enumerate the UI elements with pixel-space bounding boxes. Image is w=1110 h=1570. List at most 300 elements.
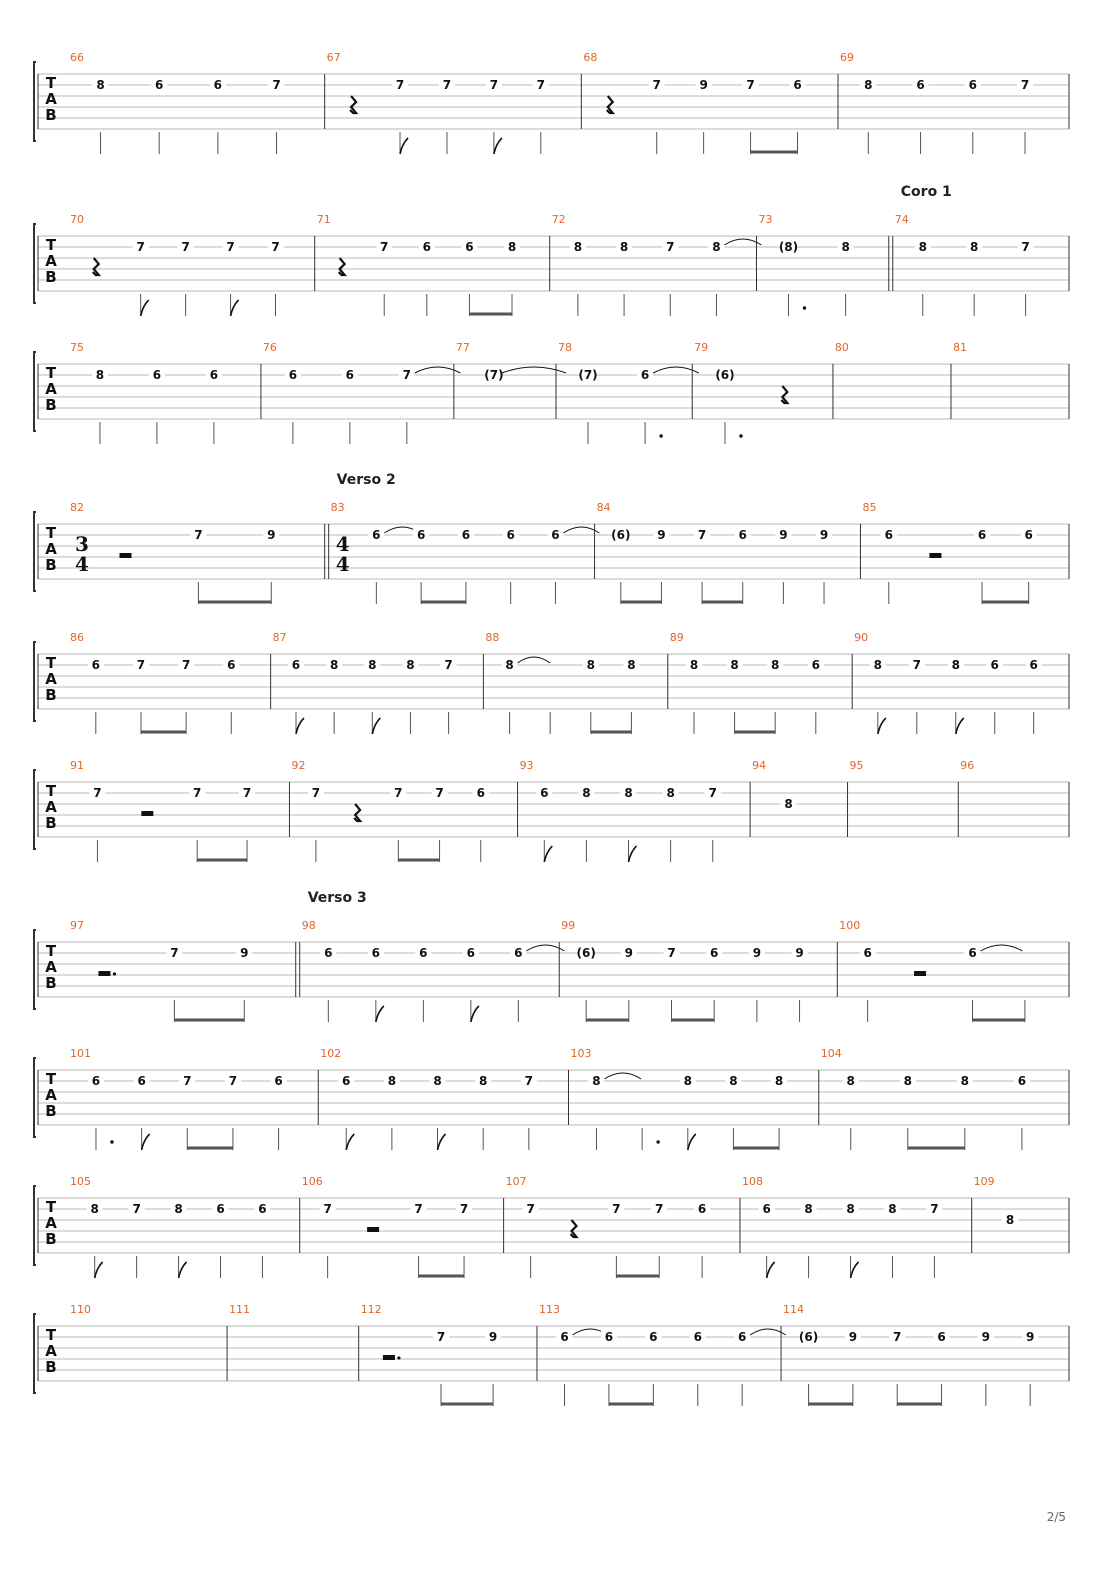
fret-number: 7 [442,78,452,92]
measure [485,631,667,734]
half-rest [383,1355,395,1360]
fret-number: 6 [884,528,893,542]
fret-number: 6 [91,658,100,672]
section-label: Verso 2 [336,472,396,488]
fret-number: 9 [848,1330,858,1344]
measure-number: 87 [272,631,287,644]
measure [70,1047,318,1150]
eighth-flag [851,1262,859,1278]
fret-number: (6) [576,946,596,960]
tab-clef-letter: T [45,782,57,800]
measure-number: 73 [758,213,773,226]
measure-number: 105 [70,1175,91,1188]
eighth-flag [878,718,886,734]
fret-number: 7 [380,240,389,254]
fret-number: 6 [227,658,236,672]
fret-number: 8 [918,240,927,254]
eighth-flag [95,1262,103,1278]
fret-number: 9 [624,946,634,960]
fret-number: 7 [746,78,755,92]
fret-number: 6 [419,946,428,960]
system-bracket [34,642,36,721]
fret-number: 8 [505,658,514,672]
measure [694,341,833,444]
fret-number: 7 [444,658,453,672]
quarter-rest [570,1220,576,1237]
measure [320,1047,568,1150]
fret-number: 8 [90,1202,99,1216]
fret-number: 7 [181,658,191,672]
fret-number: 7 [1020,78,1030,92]
fret-number: (6) [611,528,631,542]
fret-number: 6 [209,368,219,382]
fret-number: 7 [194,528,203,542]
fret-number: 6 [155,78,164,92]
measure-number: 93 [519,759,534,772]
fret-number: 6 [793,78,802,92]
fret-number: 6 [465,240,474,254]
fret-number: (8) [778,240,799,254]
measure [758,213,892,316]
half-rest [367,1227,379,1232]
measure-number: 97 [70,919,84,932]
fret-number: 6 [213,78,223,92]
tab-clef-letter: T [45,524,57,542]
measure-number: 104 [820,1047,842,1060]
fret-number: 6 [811,658,820,672]
fret-number: 7 [667,946,676,960]
tab-clef-letter: A [45,380,57,398]
measure [70,501,329,604]
fret-number: 6 [461,528,471,542]
measure [552,213,762,316]
fret-number: 8 [864,78,873,92]
rest-dot [397,1356,400,1359]
half-rest [98,971,110,976]
measure [70,1303,227,1381]
fret-number: 8 [960,1074,970,1088]
fret-number: (7) [578,368,598,382]
eighth-flag [471,1006,479,1022]
measure [317,213,550,316]
measure [273,631,484,734]
fret-number: 8 [1005,1213,1015,1227]
fret-number: 6 [274,1074,283,1088]
fret-number: 6 [916,78,925,92]
fret-number: 8 [592,1074,601,1088]
fret-number: 7 [655,1202,664,1216]
measure [70,919,300,1022]
duration-dot [656,1140,659,1143]
fret-number: 8 [406,658,415,672]
fret-number: 7 [930,1202,939,1216]
fret-number: 7 [612,1202,621,1216]
eighth-flag [296,718,304,734]
time-signature-bottom: 4 [75,552,89,576]
tie-arc [724,239,761,245]
fret-number: 6 [137,1074,146,1088]
fret-number: 8 [873,658,883,672]
fret-number: 8 [582,786,591,800]
system-bracket [34,512,36,591]
measure-number: 70 [70,213,84,226]
eighth-flag [346,1134,354,1150]
measure-number: 83 [330,501,345,514]
measure-number: 80 [834,341,849,354]
fret-number: 7 [228,1074,238,1088]
fret-number: 8 [846,1202,855,1216]
tab-system [34,184,1069,316]
tab-clef-letter: B [45,1358,57,1376]
fret-number: 9 [488,1330,498,1344]
measure [229,1303,359,1381]
measure-number: 82 [70,501,84,514]
measure [839,919,1069,1022]
half-rest [120,553,132,558]
fret-number: 6 [514,946,523,960]
tab-clef-letter: A [45,90,57,108]
half-rest [141,811,153,816]
measure [953,341,1069,419]
tab-system [34,1047,1069,1150]
fret-number: 6 [710,946,719,960]
fret-number: 9 [795,946,804,960]
fret-number: 6 [937,1330,946,1344]
measure [302,890,565,1022]
fret-number: 6 [1029,658,1038,672]
quarter-rest [339,258,345,275]
measure [670,631,852,734]
fret-number: 6 [91,1074,101,1088]
tab-system [34,341,1069,444]
duration-dot [739,434,742,437]
system-bracket [34,1314,36,1393]
tab-clef-letter: B [45,396,57,414]
measure [558,341,699,444]
fret-number: 7 [395,78,405,92]
fret-number: 8 [712,240,721,254]
fret-number: 8 [683,1074,692,1088]
measure-number: 109 [973,1175,995,1188]
measure-number: 69 [840,51,854,64]
fret-number: 8 [433,1074,442,1088]
fret-number: 7 [226,240,235,254]
measure-number: 76 [262,341,277,354]
quarter-rest [781,386,787,403]
fret-number: 8 [666,786,675,800]
fret-number: 7 [242,786,252,800]
tab-system [34,1175,1069,1278]
fret-number: 9 [657,528,666,542]
measure-number: 84 [596,501,611,514]
fret-number: 8 [586,658,595,672]
fret-number: 6 [1024,528,1033,542]
fret-number: 8 [619,240,629,254]
measure-number: 106 [301,1175,323,1188]
fret-number: 6 [476,786,485,800]
fret-number: 6 [990,658,999,672]
fret-number: 8 [689,658,699,672]
measure-number: 100 [839,919,861,932]
measure [821,1047,1069,1150]
measure [539,1303,786,1406]
fret-number: 9 [779,528,788,542]
tab-clef-letter: B [45,268,57,286]
measure [70,759,289,862]
fret-number: 8 [96,78,105,92]
tab-clef-letter: B [45,686,57,704]
fret-number: 6 [288,368,298,382]
fret-number: 9 [752,946,762,960]
fret-number: 6 [863,946,872,960]
tab-clef-letter: A [45,1086,57,1104]
eighth-flag [179,1262,187,1278]
fret-number: 7 [652,78,661,92]
eighth-flag [688,1134,696,1150]
quarter-rest [354,804,360,821]
fret-number: 6 [540,786,549,800]
fret-number: 8 [174,1202,183,1216]
measure-number: 111 [229,1303,251,1316]
measure [456,341,566,419]
fret-number: 8 [95,368,105,382]
tab-clef-letter: A [45,540,57,558]
tab-clef-letter: T [45,1198,57,1216]
measure [783,1303,1069,1406]
fret-number: 8 [846,1074,855,1088]
tab-system [34,51,1069,154]
tab-clef-letter: A [45,252,57,270]
fret-number: 8 [368,658,377,672]
time-signature-bottom: 4 [335,552,350,576]
fret-number: 7 [132,1202,141,1216]
fret-number: 8 [627,658,636,672]
fret-number: 6 [649,1330,658,1344]
measure [850,759,959,837]
tab-clef-letter: T [45,236,57,254]
tab-clef-letter: T [45,364,57,382]
measure [70,1175,300,1278]
fret-number: (6) [715,368,735,382]
fret-number: 8 [774,1074,784,1088]
fret-number: 8 [903,1074,912,1088]
measure-number: 110 [70,1303,91,1316]
fret-number: 7 [912,658,921,672]
fret-number: 6 [416,528,426,542]
measure-number: 103 [570,1047,592,1060]
eighth-flag [142,1134,150,1150]
fret-number: 7 [708,786,717,800]
fret-number: 8 [888,1202,897,1216]
fret-number: 6 [216,1202,225,1216]
fret-number: 9 [240,946,249,960]
measure-number: 99 [561,919,576,932]
tab-system [34,1303,1069,1406]
fret-number: 6 [693,1330,702,1344]
fret-number: 7 [459,1202,469,1216]
measure [960,759,1069,837]
fret-number: 8 [507,240,517,254]
tie-arc [980,945,1022,951]
measure [70,51,325,154]
fret-number: 6 [324,946,333,960]
measure [583,51,838,154]
measure-number: 67 [326,51,341,64]
measure-number: 98 [301,919,316,932]
measure [895,184,1069,316]
measure-number: 71 [316,213,331,226]
fret-number: 6 [258,1202,267,1216]
fret-number: 7 [136,658,146,672]
time-signature-top: 4 [335,532,350,556]
fret-number: 6 [737,1330,747,1344]
tab-clef-letter: T [45,74,57,92]
fret-number: 6 [372,528,381,542]
measure-number: 101 [70,1047,91,1060]
fret-number: 8 [804,1202,813,1216]
fret-number: 7 [436,1330,446,1344]
system-bracket [34,1186,36,1265]
eighth-flag [376,1006,384,1022]
fret-number: 7 [414,1202,423,1216]
measure-number: 90 [854,631,869,644]
measure [835,341,951,419]
tab-clef-letter: B [45,814,57,832]
measure-number: 85 [862,501,877,514]
measure-number: 77 [455,341,470,354]
tie-arc [604,1073,641,1079]
fret-number: 7 [1021,240,1030,254]
measure [70,631,271,734]
measure [571,1047,819,1150]
tab-clef-letter: A [45,798,57,816]
fret-number: 8 [771,658,780,672]
fret-number: 7 [93,786,102,800]
fret-number: 9 [819,528,829,542]
fret-number: 7 [489,78,499,92]
fret-number: 8 [730,658,739,672]
measure-number: 66 [70,51,84,64]
measure-number: 78 [558,341,573,354]
section-label: Coro 1 [900,184,952,200]
fret-number: 8 [573,240,583,254]
tab-clef-letter: B [45,556,57,574]
fret-number: (6) [798,1330,819,1344]
measure [742,1175,972,1278]
measure [840,51,1069,154]
system-bracket [34,224,36,303]
quarter-rest [607,96,613,113]
tab-clef-letter: A [45,1214,57,1232]
tab-clef-letter: T [45,942,57,960]
measure [327,51,582,154]
tab-clef-letter: T [45,654,57,672]
fret-number: 7 [402,368,412,382]
fret-number: 7 [323,1202,332,1216]
fret-number: 6 [697,1202,707,1216]
fret-number: 9 [267,528,276,542]
eighth-flag [544,846,552,862]
system-bracket [34,770,36,849]
eighth-flag [494,138,502,154]
half-rest [929,553,941,558]
tie-arc [750,1329,786,1335]
page-number: 2/5 [1046,1510,1066,1524]
fret-number: 6 [345,368,355,382]
system-bracket [34,352,36,431]
measure-number: 102 [320,1047,342,1060]
tab-system [34,890,1069,1022]
eighth-flag [956,718,964,734]
fret-number: 6 [371,946,381,960]
measure [331,472,600,604]
duration-dot [803,306,806,309]
measure-number: 72 [551,213,566,226]
measure [974,1175,1069,1253]
tie-arc [518,657,550,663]
fret-number: 6 [551,528,560,542]
fret-number: 8 [729,1074,738,1088]
system-bracket [34,62,36,141]
fret-number: 8 [387,1074,397,1088]
fret-number: 7 [193,786,202,800]
tab-clef-letter: B [45,1102,57,1120]
fret-number: 7 [271,240,280,254]
fret-number: 7 [183,1074,192,1088]
measure [291,759,517,862]
fret-number: 7 [666,240,675,254]
measure-number: 94 [752,759,767,772]
fret-number: 8 [784,797,793,811]
system-bracket [34,930,36,1009]
tab-clef-letter: B [45,106,57,124]
measure-number: 113 [538,1303,560,1316]
tab-system [34,759,1069,862]
measure [752,759,847,837]
measure [361,1303,537,1406]
fret-number: 6 [604,1330,614,1344]
fret-number: 6 [1017,1074,1027,1088]
fret-number: 6 [738,528,747,542]
measure [302,1175,504,1278]
measure [561,919,837,1022]
eighth-flag [372,718,380,734]
tab-clef-letter: B [45,974,57,992]
eighth-flag [438,1134,446,1150]
tab-clef-letter: B [45,1230,57,1248]
fret-number: 8 [951,658,960,672]
fret-number: (7) [484,368,504,382]
fret-number: 6 [342,1074,351,1088]
measure-number: 79 [694,341,709,354]
fret-number: 8 [478,1074,488,1088]
time-signature-top: 3 [75,532,89,556]
eighth-flag [400,138,408,154]
measure [862,501,1069,604]
fret-number: 8 [969,240,979,254]
measure-number: 112 [360,1303,382,1316]
eighth-flag [629,846,637,862]
fret-number: 6 [640,368,650,382]
rest-dot [113,972,116,975]
fret-number: 6 [560,1330,569,1344]
fret-number: 6 [968,946,977,960]
fret-number: 7 [536,78,546,92]
measure-number: 96 [960,759,975,772]
tab-clef-letter: T [45,1070,57,1088]
tab-clef-letter: A [45,958,57,976]
eighth-flag [767,1262,775,1278]
